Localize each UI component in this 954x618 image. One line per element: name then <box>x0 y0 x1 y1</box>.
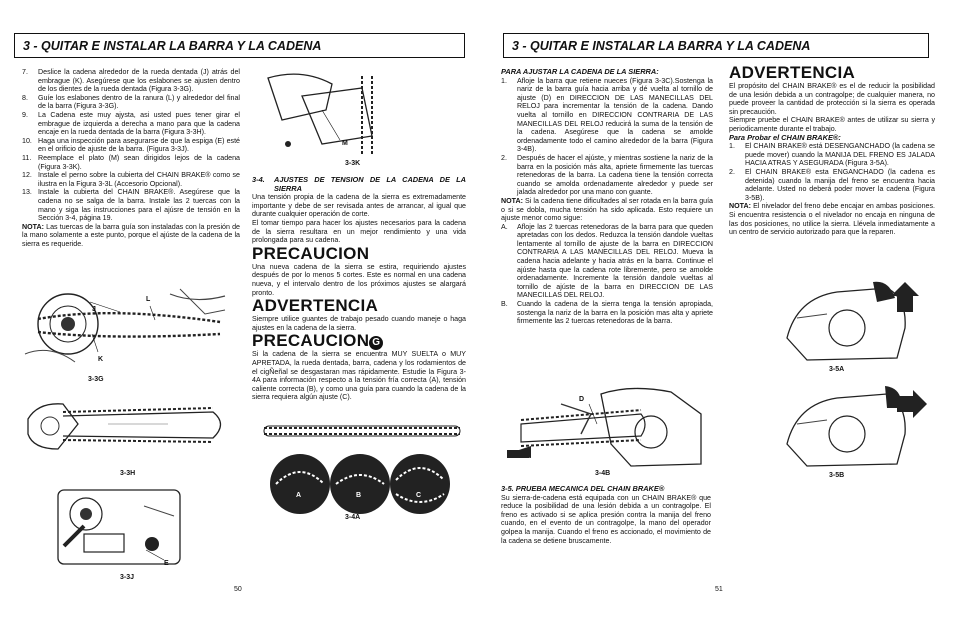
probar-step-item: 2. El CHAIN BRAKE® esta ENGANCHADO (la cadena es detenida) cuando la manija del freno se encuentra hacia adelante. Usted no deberá poder mover la cadena (Figura 3-5B). <box>729 167 935 202</box>
step-item: 8. Guíe los eslabones dentro de la ranura (L) y alrededor del final de la barra (Figura 3-3G). <box>22 93 240 111</box>
figure-caption-3-3k: 3-3K <box>345 160 361 167</box>
step-item: 10. Haga una inspección para asegurarse de que la espiga (E) esté en el orificio de ajuste de la barra. (Figura 3-3J). <box>22 136 240 154</box>
caution-g-symbol: G <box>369 336 383 350</box>
figure-3-3h <box>18 394 236 464</box>
sprocket-chain-illustration <box>20 284 235 370</box>
label-l: L <box>146 296 151 303</box>
figure-caption-3-3j: 3-3J <box>120 574 135 581</box>
label-c: C <box>416 492 422 499</box>
advertencia-text-right-2: Siempre pruebe el CHAIN BRAKE® antes de utilizar su sierra y periodicamente durante el trabajo. <box>729 116 935 133</box>
label-d: D <box>579 396 585 403</box>
section-3-5 <box>501 485 711 545</box>
precaucion-text-2: Si la cadena de la sierra se encuentra MUY SUELTA o MUY APRETADA, la rueda dentada, barra, cadena y los rodamientos de el cigÑeñal se desgastaran mas rápidamente. Estudie la Figura 3-4A para información respecto a la tensión fría correcta (A), tensión caliente correcta (B), y como una guía para cuando la cadena de la sierra requiera algún ajuste (C). <box>252 350 466 402</box>
figure-3-3j <box>54 486 184 568</box>
figure-3-5a <box>777 278 927 364</box>
figure-3-4a <box>262 420 462 520</box>
probar-heading: Para Probar el CHAIN BRAKE®: <box>729 132 841 142</box>
figure-3-4b <box>501 384 707 474</box>
sub-step-item: B. Cuando la cadena de la sierra tenga la tensión apropiada, sostenga la nariz de la barra en la posición mas alta y apriete firmemente las 2 tuercas retenedoras de la barra. <box>501 300 713 326</box>
step-item: 11. Reemplace el plato (M) sean dirigidos lejos de la cadena (Figura 3-3K). <box>22 153 240 171</box>
figure-caption-3-4a: 3-4A <box>345 514 361 521</box>
left-note: NOTA: Las tuercas de la barra guía son instaladas con la presión de la mano solamente a este punto, porque el ajúste de la cadena de la sierra es requeride. <box>22 222 240 248</box>
sub-step-item: A. Afloje las 2 tuercas retenedoras de la barra para que queden apretadas con los dedos. Reduzca la tensión dandole vueltas lentamente al tornillo de ajuste de la barra en DIRECCION CONTRARIA A LAS MANECILLAS DEL RELOJ. Mueva la cadena hacia adelante y hacia atrás en la barra. Continue el ajúste hasta que la cadena rote libremente, pero se amolde ordenadamente. Incremente la tensión dandole vueltas al tornillo de ajúste de la barra en DIRECCION DE LAS MANECILLAS DEL RELOJ. <box>501 222 713 300</box>
bar-chain-illustration <box>18 394 236 464</box>
precaucion-text-1: Una nueva cadena de la sierra se estira, requiriendo ajustes después de por lo menos 5 cortes. Este es normal en una cadena nueva, y el intervalo dentro de los próximos ajustes se alargará pronto. <box>252 262 466 297</box>
plate-illustration <box>262 66 382 158</box>
brake-disengaged-illustration <box>777 278 927 364</box>
precaucion-heading-1: PRECAUCION <box>252 243 370 263</box>
brake-engaged-illustration <box>777 384 927 470</box>
left-header-text: 3 - QUITAR E INSTALAR LA BARRA Y LA CADENA <box>23 38 322 53</box>
label-k: K <box>98 356 104 363</box>
label-j: J <box>92 306 96 313</box>
step-item: 7. Deslice la cadena alrededor de la rueda dentada (J) atrás del embrague (K). Asegúrese que los eslabones se ajusten dentro de los dientes de la rueda dentada (Figura 3-3G). <box>22 68 240 94</box>
figure-caption-3-4b: 3-4B <box>595 470 611 477</box>
label-b: B <box>356 492 362 499</box>
section-3-4-heading: 3-4. AJUSTES DE TENSION DE LA CADENA DE LA SIERRA <box>252 175 466 193</box>
chain-brake-column <box>729 64 935 237</box>
figure-3-5b <box>777 384 927 470</box>
precaucion-heading-2: PRECAUCION G <box>252 332 466 350</box>
section-3-4 <box>252 176 466 402</box>
brake-note: NOTA: El nivelador del freno debe encajar en ambas posiciones. Si encuentra resistencia o el nivelador no encaja en ninguna de las dos posiciones, no utilice la sierra. Llévela inmediatamente a un centro de servicio autorizado para que la reparen. <box>729 202 935 237</box>
right-page-header <box>503 33 929 58</box>
probar-step-item: 1. El CHAIN BRAKE® está DESENGANCHADO (la cadena se puede mover) cuando la MANIJA DEL FRENO ES JALADA HACIA ATRAS Y ASEGURADA (Figura 3-5A). <box>729 142 935 168</box>
section-3-4-para-1: Una tensión propia de la cadena de la sierra es extremadamente importante y debe de ser revisada antes de arrancar, al igual que durante cualquier operación de corte. <box>252 193 466 219</box>
section-3-5-heading: 3-5. PRUEBA MECANICA DEL CHAIN BRAKE® <box>501 484 665 493</box>
left-page-header <box>14 33 465 58</box>
section-3-5-text: Su sierra-de-cadena está equipada con un CHAIN BRAKE® que reduce la posibilidad de una lesión debida a un contragolpe. El freno es activado si se aplica presión contra la manija del freno cuando, en el evento de un contragolpe, la mano del operador golpea la manija. Cuando el freno es accionado, el movimiento de la cadena se detiene bruscamente. <box>501 493 711 545</box>
label-m: M <box>342 140 348 147</box>
figure-caption-3-3h: 3-3H <box>120 470 136 477</box>
label-a: A <box>296 492 302 499</box>
advertencia-heading-left: ADVERTENCIA <box>252 296 379 316</box>
advertencia-text-right-1: El propósito del CHAIN BRAKE® es el de reducir la posibilidad de una lesión debida a un contragolpe; de cualquier manera, no puede proveer la cantidad de protección si la sierra es operada sin precaución. <box>729 82 935 116</box>
figure-caption-3-3g: 3-3G <box>88 376 104 383</box>
left-instructions-column <box>22 68 240 248</box>
figure-caption-3-5b: 3-5B <box>829 472 845 479</box>
advertencia-text-left: Siempre utilice guantes de trabajo pesado cuando maneje o haga ajustes en la cadena de la sierra. <box>252 315 466 332</box>
adjust-note: NOTA: Si la cadena tiene dificultades al ser rotada en la barra guía o si se dobla, mucha tensión ha sido aplicada. Esto requiere un ajuste menor como sigue: <box>501 196 713 223</box>
advertencia-heading-right: ADVERTENCIA <box>729 63 856 82</box>
adjust-chain-heading: PARA AJUSTAR LA CADENA DE LA SIERRA: <box>501 67 659 76</box>
steps-list <box>22 68 240 223</box>
adjust-chain-column <box>501 68 713 326</box>
section-3-4-para-2: El tomar tiempo para hacer los ajustes necesarios para la cadena de la sierra resultara en un mejor rendimiento y una vida prolongada para su cadena. <box>252 218 466 245</box>
adjust-step-item: 1. Afloje la barra que retiene nueces (Figura 3-3C).Sostenga la nariz de la barra guía hacia arriba y dé vuelta al tornillo de ajuste (D) en DIRECCION DE LAS MANECILLAS DEL RELOJ para incrementar la tensión de la cadena. Dando vuelta al tornillo en DIRECCION CONTRARIA DE LAS MANECILLAS DEL RELOJ reducirá la suma de la tensión de la cadena. Asegúrese que la cadena se amolde ordenadamente todo el camino alrededor de la barra (Figura 3-4B). <box>501 76 713 154</box>
label-e: E <box>164 560 169 567</box>
sub-steps-list <box>501 223 713 326</box>
saw-adjustment-illustration <box>501 384 707 474</box>
figure-3-3k <box>262 66 382 158</box>
step-item: 9. La Cadena este muy ajysta, asi usted pues tener girar el embrague de izquierda a derecha a mano para que la cadena encaje en la rueda dentada de la barra (Figura 3-3H). <box>22 110 240 137</box>
adjust-steps-list <box>501 77 713 197</box>
bar-adjustment-pin-illustration <box>54 486 184 568</box>
page-number-right: 51 <box>715 586 723 593</box>
right-header-text: 3 - QUITAR E INSTALAR LA BARRA Y LA CADENA <box>512 38 811 53</box>
figure-caption-3-5a: 3-5A <box>829 366 845 373</box>
chain-tension-illustration <box>262 420 462 520</box>
page-number-left: 50 <box>234 586 242 593</box>
step-item: 12. Instale el perno sobre la cubierta del CHAIN BRAKE® como se ilustra en la Figura 3-3L (Accesorio Opcional). <box>22 171 240 188</box>
adjust-step-item: 2. Después de hacer el ajúste, y mientras sostiene la nariz de la barra en la posición más alta, apriete firmemente las tuercas retenedoras de la barra. La cadena tiene la tensión correcta cuando se amolda ordenadamente alrededor y puede ser jalada alrededor por una mano con guante. <box>501 153 713 197</box>
step-item: 13. Instale la cubierta del CHAIN BRAKE®. Asegúrese que la cadena no se salga de la barra. Instale las 2 tuercas con la mano y siga las instrucciones para el ajúsre de tensión en la Sección 3-4, página 19. <box>22 188 240 223</box>
probar-steps-list <box>729 142 935 202</box>
figure-3-3g <box>20 284 235 370</box>
right-page <box>477 0 954 618</box>
